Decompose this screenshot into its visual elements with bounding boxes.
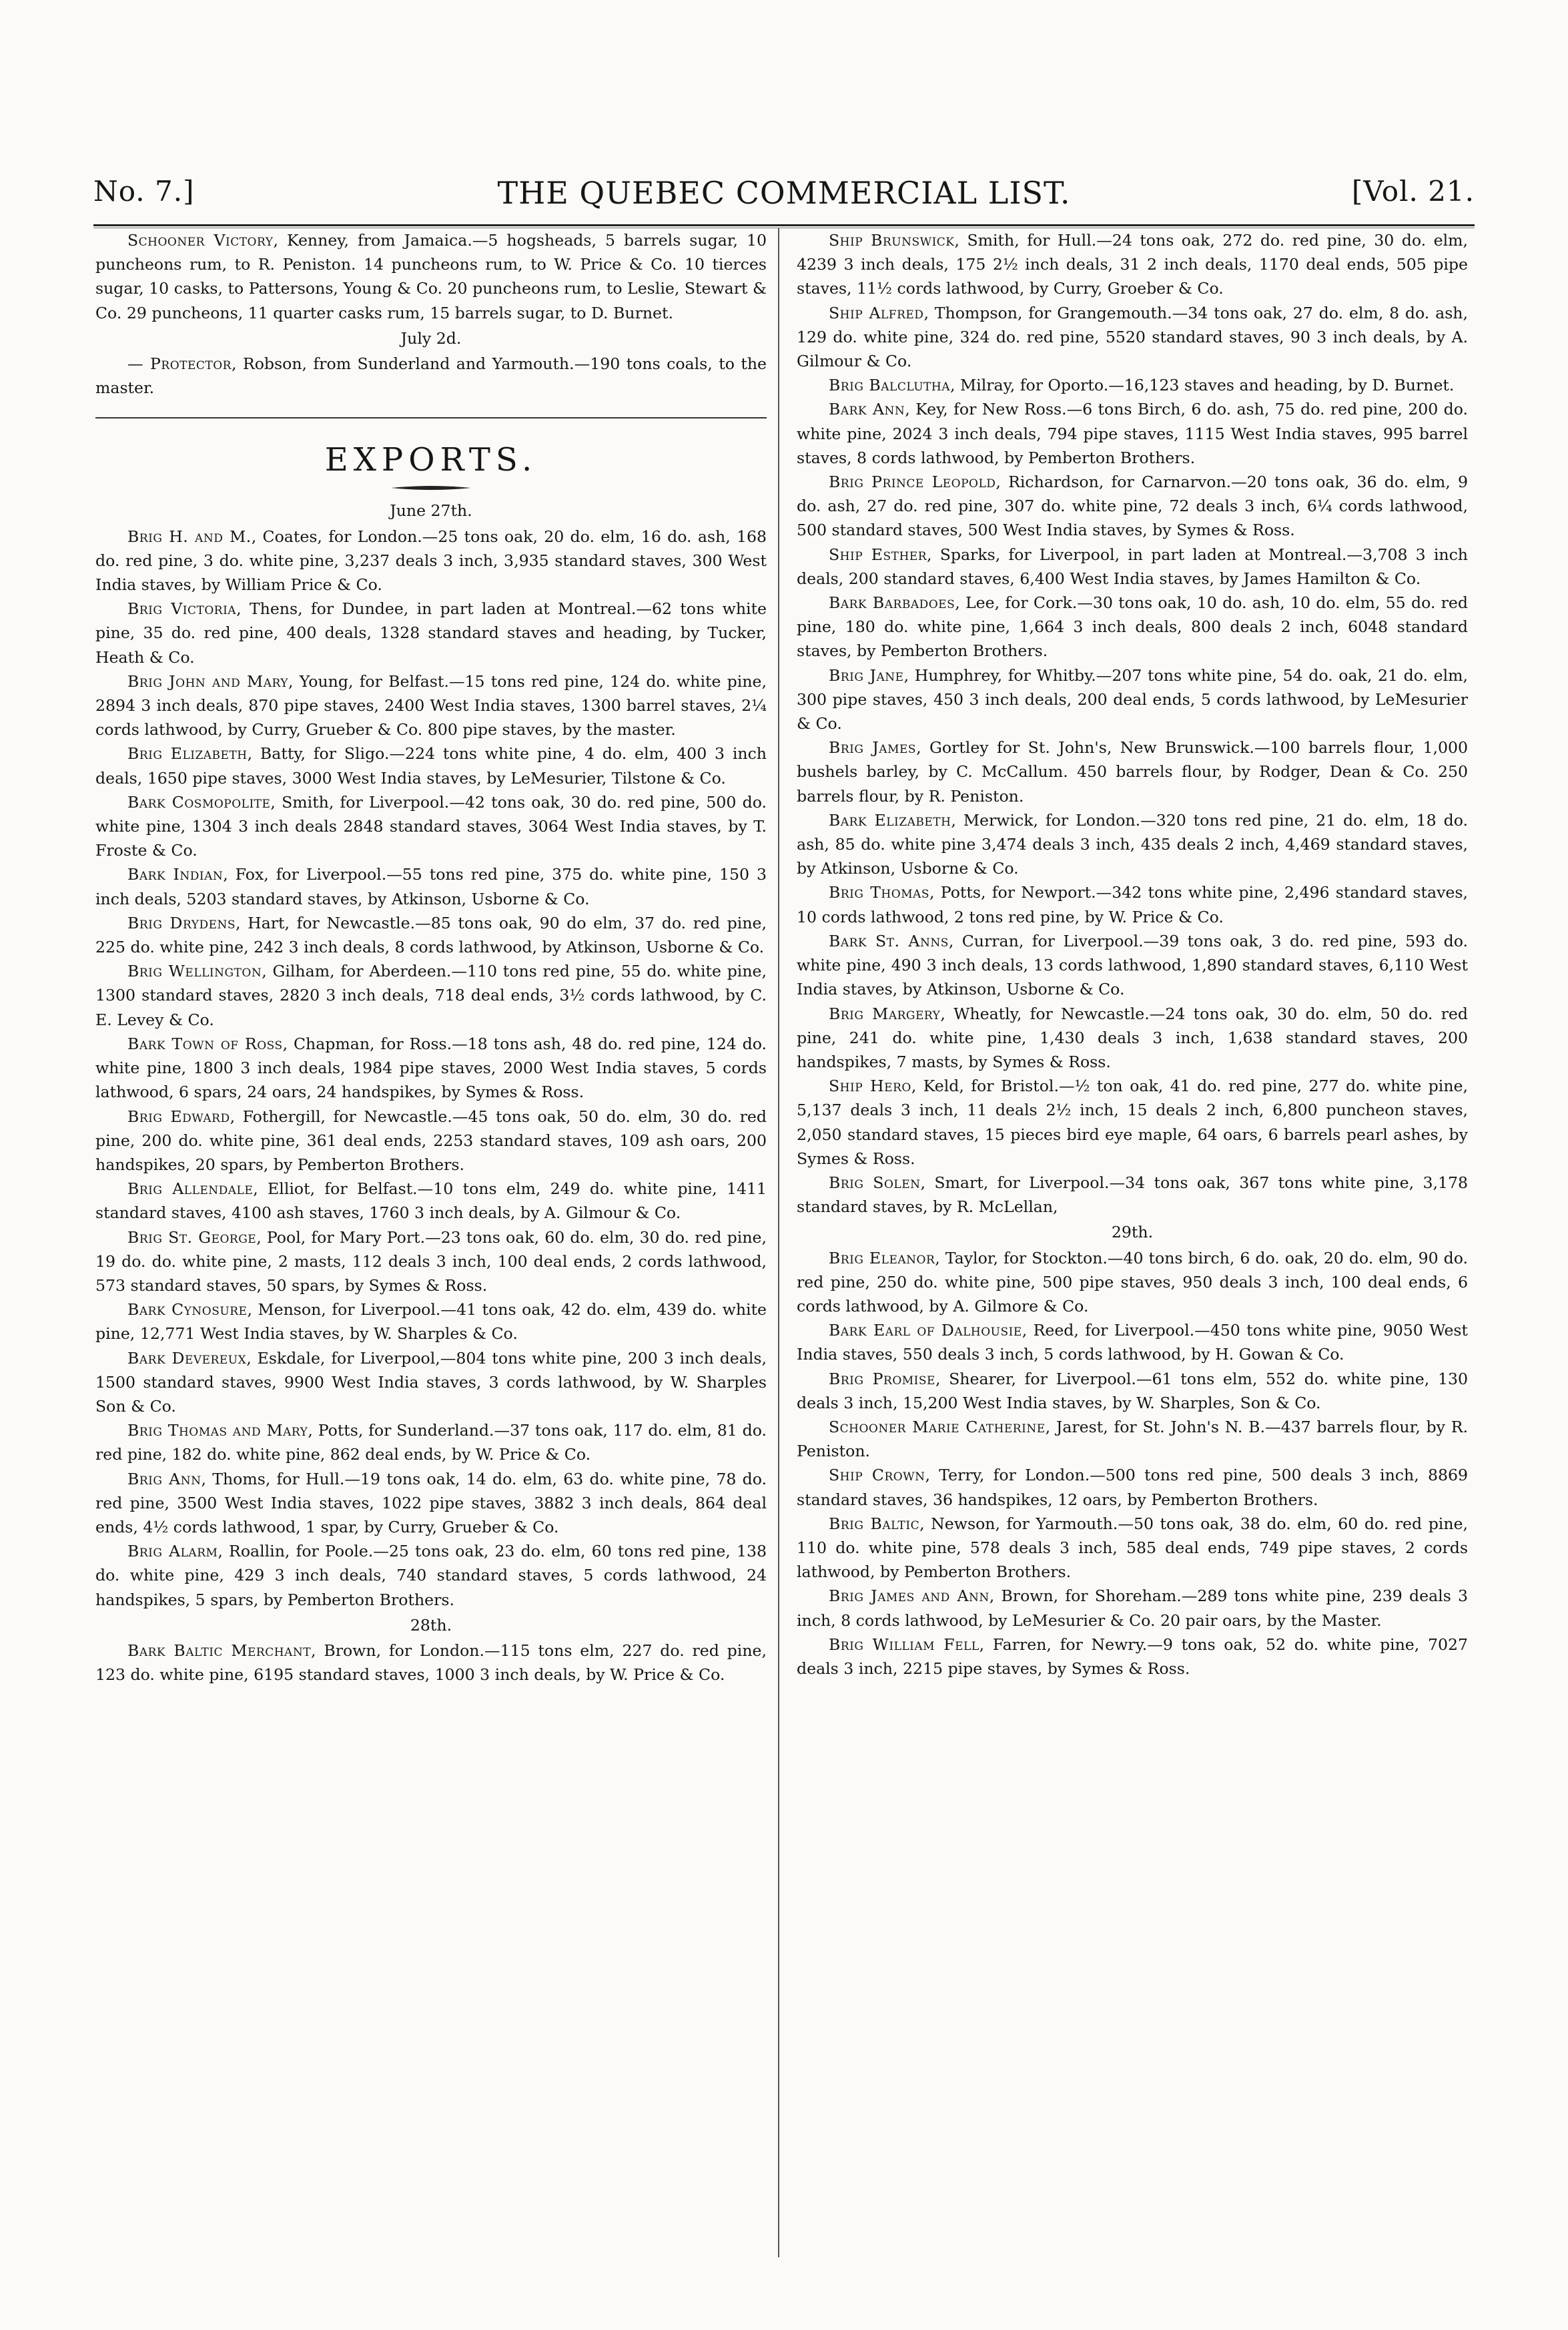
- cargo-details: , Sparks, for Liverpool, in part laden at Montreal.—3,708 3 inch deals, 200 standard staves, 6,400 West India staves, by James Hamilton & Co.: [797, 545, 1468, 588]
- cargo-details: , Potts, for Sunderland.—37 tons oak, 117 do. elm, 81 do. red pine, 182 do. white pine, 862 deal ends, by W. Price & Co.: [95, 1421, 767, 1464]
- shipping-entry: [95, 597, 767, 669]
- vessel-name: Ship Alfred: [829, 303, 924, 322]
- vessel-name: Brig Thomas and Mary: [127, 1421, 308, 1440]
- shipping-entry: [95, 352, 767, 400]
- vessel-name: Brig Solen: [829, 1173, 921, 1192]
- cargo-details: , Batty, for Sligo.—224 tons white pine, 4 do. elm, 400 3 inch deals, 1650 pipe staves, 3000 West India staves, by LeMesurier, Tilstone & Co.: [95, 744, 767, 788]
- shipping-entry: [797, 1463, 1468, 1511]
- vessel-name: Schooner Victory: [127, 231, 274, 250]
- column-divider: [778, 228, 779, 2257]
- exports-list-june27: [95, 525, 767, 1612]
- volume-number: [Vol. 21.: [1351, 175, 1475, 208]
- vessel-name: Bark Earl of Dalhousie: [829, 1321, 1022, 1340]
- cargo-details: , Smith, for Liverpool.—42 tons oak, 30 do. red pine, 500 do. white pine, 1304 3 inch deals 2848 standard staves, 3064 West India staves, by T. Froste & Co.: [95, 792, 767, 860]
- vessel-name: Brig Victoria: [127, 599, 237, 619]
- section-date: 28th.: [410, 1615, 452, 1635]
- cargo-details: , Humphrey, for Whitby.—207 tons white pine, 54 do. oak, 21 do. elm, 300 pipe staves, 450 3 inch deals, 200 deal ends, 5 cords lathwood, by LeMesurier & Co.: [797, 665, 1468, 734]
- section-date: June 27th.: [390, 501, 472, 521]
- cargo-details: , Shearer, for Liverpool.—61 tons elm, 552 do. white pine, 130 deals 3 inch, 15,200 West India staves, by W. Sharples, Son & Co.: [797, 1369, 1468, 1412]
- vessel-name: Brig Thomas: [829, 883, 930, 902]
- shipping-entry: [797, 1633, 1468, 1681]
- cargo-details: , Smith, for Hull.—24 tons oak, 272 do. red pine, 30 do. elm, 4239 3 inch deals, 175 2½ inch deals, 31 2 inch deals, 1170 deal ends, 505 pipe staves, 11½ cords lathwood, by Curry, Groeber & Co.: [797, 231, 1468, 298]
- shipping-entry: [797, 397, 1468, 470]
- vessel-name: Brig Elizabeth: [127, 744, 248, 764]
- vessel-name: Bark Baltic Merchant: [127, 1641, 312, 1660]
- page-header: [93, 175, 1475, 222]
- shipping-entry: [797, 1512, 1468, 1584]
- exports-heading: EXPORTS.: [324, 441, 538, 479]
- cargo-details: , Key, for New Ross.—6 tons Birch, 6 do. ash, 75 do. red pine, 200 do. white pine, 2024 3 inch deals, 794 pipe staves, 1115 West India staves, 995 barrel staves, 8 cords lathwood, by Pemberton Brothers.: [797, 400, 1469, 467]
- vessel-name: Bark Devereux: [127, 1348, 247, 1368]
- cargo-details: , Hart, for Newcastle.—85 tons oak, 90 do elm, 37 do. red pine, 225 do. white pine, 242 3 inch deals, 8 cords lathwood, by Atkinson, Usborne & Co.: [95, 913, 767, 957]
- shipping-entry: [95, 862, 767, 910]
- vessel-name: Brig Balclutha: [829, 376, 950, 395]
- vessel-name: Bark Town of Ross: [127, 1034, 283, 1053]
- shipping-entry: [95, 669, 767, 742]
- cargo-details: , Eskdale, for Liverpool,—804 tons white pine, 200 3 inch deals, 1500 standard staves, 9900 West India staves, 3 cords lathwood, by W. Sharples Son & Co.: [95, 1348, 767, 1416]
- header-rule: [93, 224, 1475, 226]
- exports-list-june28: [95, 1639, 767, 1687]
- cargo-details: , Brown, for Shoreham.—289 tons white pine, 239 deals 3 inch, 8 cords lathwood, by LeMesurier & Co. 20 pair oars, by the Master.: [797, 1586, 1469, 1630]
- imports-list-july: [95, 352, 767, 400]
- exports-list-june29: [797, 1246, 1468, 1681]
- shipping-entry: [95, 1177, 767, 1225]
- vessel-name: Brig James and Ann: [829, 1586, 990, 1606]
- vessel-name: Brig Alarm: [127, 1542, 218, 1561]
- shipping-entry: [95, 742, 767, 790]
- vessel-name: Brig John and Mary: [127, 671, 288, 691]
- shipping-entry: [797, 663, 1468, 736]
- cargo-details: , Pool, for Mary Port.—23 tons oak, 60 do. elm, 30 do. red pine, 19 do. do. white pine, 2 masts, 112 deals 3 inch, 100 deal ends, 2 cords lathwood, 573 standard staves, 50 spars, by Symes & Ross.: [95, 1227, 767, 1295]
- shipping-entry: [95, 228, 767, 325]
- shipping-entry: [95, 1539, 767, 1612]
- vessel-name: Brig Jane: [829, 665, 904, 685]
- shipping-entry: [797, 1074, 1468, 1171]
- vessel-name: Bark Cosmopolite: [127, 792, 271, 812]
- publication-title: THE QUEBEC COMMERCIAL LIST.: [497, 175, 1071, 211]
- cargo-details: , Farren, for Newry.—9 tons oak, 52 do. white pine, 7027 deals 3 inch, 2215 pipe staves, by Symes & Ross.: [797, 1635, 1468, 1678]
- cargo-details: , Menson, for Liverpool.—41 tons oak, 42 do. elm, 439 do. white pine, 12,771 West India staves, by W. Sharples & Co.: [95, 1300, 767, 1344]
- shipping-entry: [797, 1318, 1468, 1366]
- imports-list: [95, 228, 767, 325]
- cargo-details: , Fothergill, for Newcastle.—45 tons oak, 50 do. elm, 30 do. red pine, 200 do. white pine, 361 deal ends, 2253 standard staves, 109 ash oars, 200 handspikes, 20 spars, by Pemberton Brothers.: [95, 1107, 767, 1174]
- vessel-name: Bark Elizabeth: [829, 810, 951, 830]
- shipping-entry: [797, 736, 1468, 808]
- cargo-details: , Fox, for Liverpool.—55 tons red pine, 375 do. white pine, 150 3 inch deals, 5203 standard staves, by Atkinson, Usborne & Co.: [95, 865, 767, 908]
- section-date: 29th.: [1111, 1223, 1154, 1242]
- cargo-details: , Elliot, for Belfast.—10 tons elm, 249 do. white pine, 1411 standard staves, 4100 ash staves, 1760 3 inch deals, by A. Gilmour & Co.: [95, 1179, 767, 1223]
- shipping-entry: [95, 911, 767, 959]
- vessel-name: Brig Promise: [829, 1369, 935, 1388]
- shipping-entry: [95, 1225, 767, 1298]
- cargo-details: , Terry, for London.—500 tons red pine, 500 deals 3 inch, 8869 standard staves, 36 handspikes, 12 oars, by Pemberton Brothers.: [797, 1466, 1468, 1509]
- shipping-entry: [95, 790, 767, 863]
- ornament-rule-icon: [391, 484, 471, 492]
- vessel-name: Ship Crown: [829, 1466, 925, 1485]
- vessel-name: Ship Brunswick: [829, 231, 955, 250]
- shipping-entry: [797, 880, 1468, 928]
- shipping-entry: [95, 525, 767, 597]
- cargo-details: , Kenney, from Jamaica.—5 hogsheads, 5 barrels sugar, 10 puncheons rum, to R. Peniston. 14 puncheons rum, to W. Price & Co. 10 tierces sugar, 10 casks, to Pattersons, Young & Co. 20 puncheons rum, to Leslie, Stewart & Co. 29 puncheons, 11 quarter casks rum, 15 barrels sugar, to D. Burnet.: [95, 231, 767, 322]
- cargo-details: , Potts, for Newport.—342 tons white pine, 2,496 standard staves, 10 cords lathwood, 2 tons red pine, by W. Price & Co.: [797, 883, 1468, 926]
- shipping-entry: [797, 929, 1468, 1002]
- vessel-name: Brig Prince Leopold: [829, 473, 996, 492]
- exports-list-continued: [797, 228, 1468, 1219]
- vessel-name: — Protector: [127, 354, 232, 374]
- shipping-entry: [95, 1418, 767, 1466]
- cargo-details: , Smart, for Liverpool.—34 tons oak, 367 tons white pine, 3,178 standard staves, by R. McLellan,: [797, 1173, 1469, 1217]
- vessel-name: Brig H. and M.: [127, 527, 252, 546]
- shipping-entry: [95, 1297, 767, 1346]
- cargo-details: , Roallin, for Poole.—25 tons oak, 23 do. elm, 60 tons red pine, 138 do. white pine, 429 3 inch deals, 740 standard staves, 5 cords lathwood, 24 handspikes, 5 spars, by Pemberton Brothers.: [95, 1542, 767, 1609]
- vessel-name: Brig Ann: [127, 1469, 202, 1488]
- shipping-entry: [95, 1032, 767, 1105]
- cargo-details: , Chapman, for Ross.—18 tons ash, 48 do. red pine, 124 do. white pine, 1800 3 inch deals, 1984 pipe staves, 2000 West India staves, 5 cords lathwood, 6 spars, 24 oars, 24 handspikes, by Symes & Ross.: [95, 1034, 767, 1102]
- shipping-entry: [95, 1346, 767, 1419]
- shipping-entry: [797, 373, 1468, 397]
- shipping-entry: [797, 1367, 1468, 1415]
- shipping-entry: [797, 1002, 1468, 1075]
- cargo-details: , Curran, for Liverpool.—39 tons oak, 3 do. red pine, 593 do. white pine, 490 3 inch deals, 13 cords lathwood, 1,890 standard staves, 6,110 West India staves, by Atkinson, Usborne & Co.: [797, 931, 1468, 999]
- vessel-name: Brig Drydens: [127, 913, 236, 932]
- cargo-details: , Wheatly, for Newcastle.—24 tons oak, 30 do. elm, 50 do. red pine, 241 do. white pine, 1,430 deals 3 inch, 1,638 standard staves, 200 handspikes, 7 masts, by Symes & Ross.: [797, 1004, 1468, 1071]
- shipping-entry: [797, 1415, 1468, 1463]
- vessel-name: Bark Ann: [829, 400, 905, 419]
- cargo-details: , Coates, for London.—25 tons oak, 20 do. elm, 16 do. ash, 168 do. red pine, 3 do. white pine, 3,237 deals 3 inch, 3,935 standard staves, 300 West India staves, by William Price & Co.: [95, 527, 767, 595]
- shipping-entry: [797, 1171, 1468, 1219]
- shipping-entry: [95, 959, 767, 1032]
- vessel-name: Brig Allendale: [127, 1179, 254, 1199]
- vessel-name: Brig Edward: [127, 1107, 230, 1126]
- vessel-name: Bark St. Anns: [829, 931, 949, 950]
- vessel-name: Schooner Marie Catherine: [829, 1417, 1046, 1436]
- section-date: July 2d.: [400, 328, 462, 348]
- cargo-details: , Milray, for Oporto.—16,123 staves and heading, by D. Burnet.: [949, 376, 1455, 395]
- cargo-details: , Merwick, for London.—320 tons red pine, 21 do. elm, 18 do. ash, 85 do. white pine 3,474 deals 3 inch, 435 deals 2 inch, 4,469 standard staves, by Atkinson, Usborne & Co.: [797, 810, 1468, 878]
- cargo-details: , Brown, for London.—115 tons elm, 227 do. red pine, 123 do. white pine, 6195 standard staves, 1000 3 inch deals, by W. Price & Co.: [95, 1641, 767, 1685]
- vessel-name: Bark Cynosure: [127, 1300, 248, 1320]
- cargo-details: , Reed, for Liverpool.—450 tons white pine, 9050 West India staves, 550 deals 3 inch, 5 cords lathwood, by H. Gowan & Co.: [797, 1321, 1469, 1364]
- shipping-entry: [797, 1246, 1468, 1319]
- cargo-details: , Young, for Belfast.—15 tons red pine, 124 do. white pine, 2894 3 inch deals, 870 pipe staves, 2400 West India staves, 1300 barrel staves, 2¼ cords lathwood, by Curry, Grueber & Co. 800 pipe staves, by the master.: [95, 671, 767, 740]
- cargo-details: , Richardson, for Carnarvon.—20 tons oak, 36 do. elm, 9 do. ash, 27 do. red pine, 307 do. white pine, 72 deals 3 inch, 6¼ cords lathwood, 500 standard staves, 500 West India staves, by Symes & Ross.: [797, 473, 1468, 540]
- shipping-entry: [797, 543, 1468, 591]
- vessel-name: Bark Barbadoes: [829, 593, 955, 613]
- vessel-name: Brig James: [829, 738, 917, 758]
- vessel-name: Ship Esther: [829, 545, 927, 564]
- vessel-name: Brig William Fell: [829, 1635, 979, 1654]
- shipping-entry: [797, 470, 1468, 543]
- cargo-details: , Thens, for Dundee, in part laden at Montreal.—62 tons white pine, 35 do. red pine, 400 deals, 1328 standard staves and heading, by Tucker, Heath & Co.: [95, 599, 767, 667]
- shipping-entry: [797, 808, 1468, 881]
- shipping-entry: [95, 1105, 767, 1177]
- shipping-entry: [95, 1639, 767, 1687]
- cargo-details: , Gilham, for Aberdeen.—110 tons red pine, 55 do. white pine, 1300 standard staves, 2820 3 inch deals, 718 deal ends, 3½ cords lathwood, by C. E. Levey & Co.: [95, 962, 767, 1029]
- cargo-details: , Thompson, for Grangemouth.—34 tons oak, 27 do. elm, 8 do. ash, 129 do. white pine, 324 do. red pine, 5520 standard staves, 90 3 inch deals, by A. Gilmour & Co.: [797, 303, 1468, 371]
- shipping-entry: [797, 1584, 1468, 1632]
- vessel-name: Brig Baltic: [829, 1514, 920, 1533]
- cargo-details: , Robson, from Sunderland and Yarmouth.—190 tons coals, to the master.: [95, 354, 767, 398]
- shipping-entry: [797, 591, 1468, 663]
- vessel-name: Brig St. George: [127, 1227, 257, 1247]
- cargo-details: , Newson, for Yarmouth.—50 tons oak, 38 do. elm, 60 do. red pine, 110 do. white pine, 578 deals 3 inch, 585 deal ends, 749 pipe staves, 2 cords lathwood, by Pemberton Brothers.: [797, 1514, 1468, 1582]
- vessel-name: Brig Margery: [829, 1004, 941, 1023]
- cargo-details: , Lee, for Cork.—30 tons oak, 10 do. ash, 10 do. elm, 55 do. red pine, 180 do. white pine, 1,664 3 inch deals, 800 deals 2 inch, 6048 standard staves, by Pemberton Brothers.: [797, 593, 1468, 661]
- right-column: [797, 228, 1468, 1681]
- shipping-entry: [797, 301, 1468, 374]
- cargo-details: , Jarest, for St. John's N. B.—437 barrels flour, by R. Peniston.: [797, 1417, 1468, 1461]
- issue-number: No. 7.]: [93, 175, 195, 208]
- shipping-entry: [95, 1467, 767, 1540]
- vessel-name: Brig Eleanor: [829, 1248, 935, 1267]
- cargo-details: , Thoms, for Hull.—19 tons oak, 14 do. elm, 63 do. white pine, 78 do. red pine, 3500 West India staves, 1022 pipe staves, 3882 3 inch deals, 864 deal ends, 4½ cords lathwood, 1 spar, by Curry, Grueber & Co.: [95, 1469, 767, 1536]
- shipping-entry: [797, 228, 1468, 301]
- exports-section: [95, 417, 767, 1687]
- cargo-details: , Keld, for Bristol.—½ ton oak, 41 do. red pine, 277 do. white pine, 5,137 deals 3 inch, 11 deals 2½ inch, 15 deals 2 inch, 6,800 puncheon staves, 2,050 standard staves, 15 pieces bird eye maple, 64 oars, 6 barrels pearl ashes, by Symes & Ross.: [797, 1077, 1468, 1168]
- vessel-name: Ship Hero: [829, 1077, 911, 1096]
- cargo-details: , Gortley for St. John's, New Brunswick.—100 barrels flour, 1,000 bushels barley, by C. McCallum. 450 barrels flour, by Rodger, Dean & Co. 250 barrels flour, by R. Peniston.: [797, 738, 1468, 806]
- section-rule: [95, 417, 767, 418]
- left-column: [95, 228, 767, 1687]
- cargo-details: , Taylor, for Stockton.—40 tons birch, 6 do. oak, 20 do. elm, 90 do. red pine, 250 do. white pine, 500 pipe staves, 950 deals 3 inch, 100 deal ends, 6 cords lathwood, by A. Gilmore & Co.: [797, 1248, 1468, 1316]
- vessel-name: Bark Indian: [127, 865, 224, 884]
- vessel-name: Brig Wellington: [127, 962, 262, 981]
